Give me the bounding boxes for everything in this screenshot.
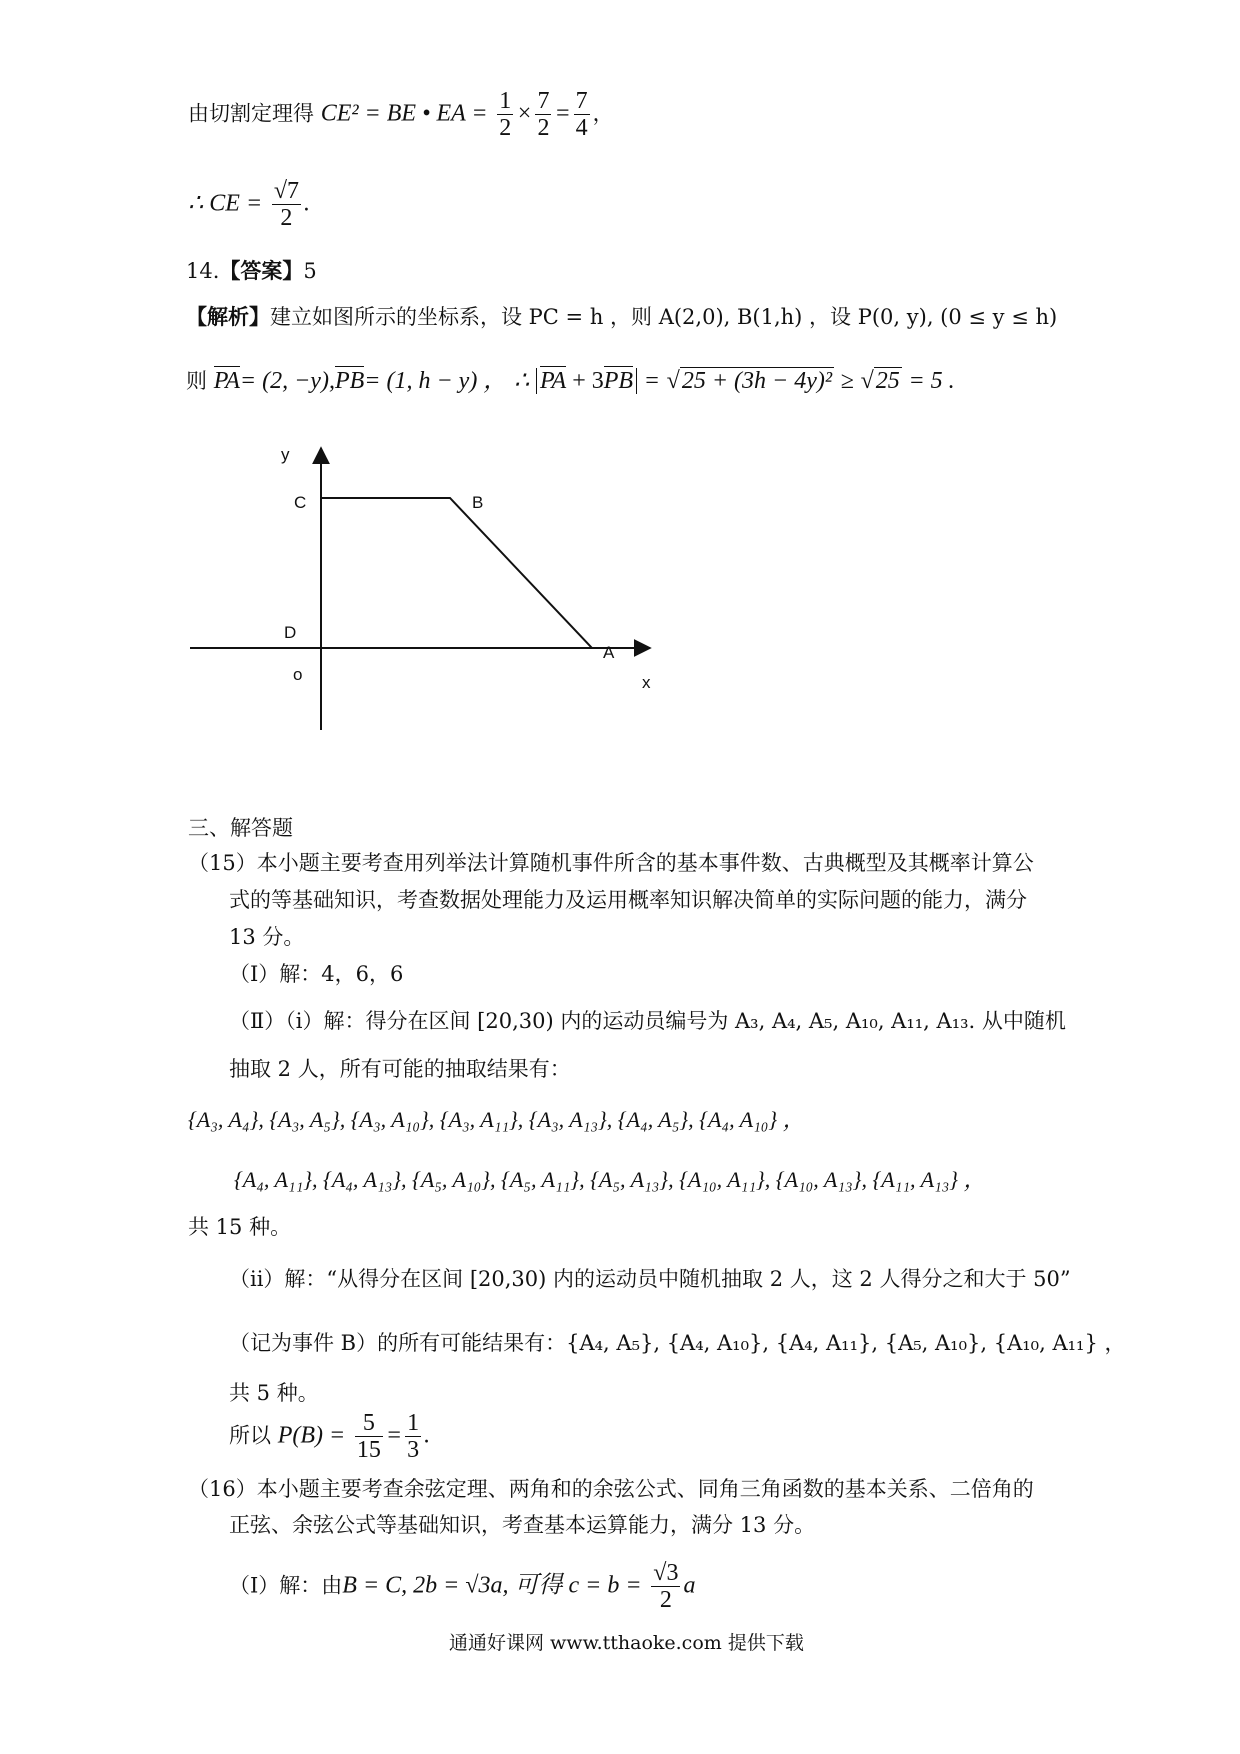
outcome-set-row-2: {A₄, A₁₁}, {A₄, A₁₃}, {A₅, A₁₀}, {A₅, A₁₁}, {A₅, A₁₃}, {A₁₀, A₁₁}, {A₁₀, A₁₃}, {A₁₁, A₁₃} ，: [234, 1167, 986, 1192]
q16-line-2: 正弦、余弦公式等基础知识，考查基本运算能力，满分 13 分。: [229, 1513, 816, 1537]
outcome-set-row-1: {A₃, A₄}, {A₃, A₅}, {A₃, A₁₀}, {A₃, A₁₁}, {A₃, A₁₃}, {A₄, A₅}, {A₄, A₁₀} ，: [188, 1107, 805, 1132]
point-b-label: B: [472, 493, 484, 512]
answer-label: 【答案】: [219, 258, 304, 283]
q15-part-ii-ii: （ii）解：“从得分在区间 [20,30) 内的运动员中随机抽取 2 人，这 2 人得分之和大于 50”: [229, 1267, 1071, 1291]
fraction-sqrt3-2: $\frac{√3}{2}$: [653, 1560, 679, 1614]
tangent-prefix: 由切割定理得: [188, 101, 314, 126]
probability-line: 所以 P(B) = $\frac{5}{15}$ = $\frac{1}{3}$ .: [229, 1410, 431, 1464]
y-axis-label: y: [281, 445, 290, 464]
x-axis-label: x: [642, 673, 651, 692]
q16-line-1: （16）本小题主要考查余弦定理、两角和的余弦公式、同角三角函数的基本关系、二倍角的: [188, 1477, 1034, 1501]
ce-result-line: ∴ CE = $\frac{√7}{2}$ .: [188, 178, 310, 232]
q15-part-i: （Ⅰ）解：4，6，6: [229, 962, 404, 986]
q15-part-ii-a: （Ⅱ）（i）解：得分在区间 [20,30) 内的运动员编号为 A₃, A₄, A₅, A₁₀, A₁₁, A₁₃. 从中随机: [229, 1009, 1066, 1033]
q15-line-1: （15）本小题主要考查用列举法计算随机事件所含的基本事件数、古典概型及其概率计算公: [188, 851, 1034, 875]
vector-magnitude: PA + 3PB: [536, 368, 637, 394]
event-b-line: （记为事件 B）的所有可能结果有：{A₄, A₅}, {A₄, A₁₀}, {A₄, A₁₁}, {A₅, A₁₀}, {A₁₀, A₁₁} ，: [229, 1331, 1126, 1355]
fraction-7-2: $\frac{7}{2}$: [537, 88, 550, 142]
sqrt-25: √25: [860, 368, 900, 394]
section-heading: 三、解答题: [188, 816, 293, 840]
vector-pa: PA: [213, 368, 240, 394]
q16-part-i: （Ⅰ）解：由B = C, 2b = √3a, 可得 c = b = $\frac{√3}{2}$ a: [229, 1560, 696, 1614]
answer-value: 5: [303, 259, 317, 283]
vec-prefix: 则: [186, 369, 207, 393]
analysis-text: 建立如图所示的坐标系，设 PC = h ，则 A(2,0), B(1,h) ，设 P(0, y), (0 ≤ y ≤ h): [270, 305, 1058, 329]
point-a-label: A: [603, 643, 615, 662]
fraction-7-4: $\frac{7}{4}$: [575, 88, 588, 142]
q15-line-3: 13 分。: [229, 925, 305, 949]
origin-label: o: [293, 665, 303, 684]
footer-credit: 通通好课网 www.tthaoke.com 提供下载: [449, 1632, 804, 1654]
sqrt-expression: √25 + (3h − 4y)²: [666, 368, 833, 394]
vector-pb: PB: [334, 368, 365, 394]
q15-line-2: 式的等基础知识，考查数据处理能力及运用概率知识解决简单的实际问题的能力，满分: [229, 888, 1027, 912]
q16-expression: B = C, 2b = √3a, 可得 c = b =: [342, 1572, 642, 1599]
fraction-1-2: $\frac{1}{2}$: [499, 88, 512, 142]
fraction-1-3: $\frac{1}{3}$: [407, 1410, 420, 1464]
point-c-label: C: [294, 493, 307, 512]
q15-part-ii-b: 抽取 2 人，所有可能的抽取结果有：: [229, 1057, 571, 1081]
fraction-sqrt7-2: $\frac{√7}{2}$: [273, 178, 299, 232]
tangent-lhs: CE² = BE • EA =: [320, 100, 488, 127]
total-15: 共 15 种。: [188, 1215, 292, 1239]
analysis-label: 【解析】: [186, 304, 270, 329]
total-5: 共 5 种。: [229, 1381, 319, 1405]
ce-lhs: ∴ CE =: [188, 190, 263, 217]
q14-vector-line: 则 PA= (2, −y),PB= (1, h − y) ， ∴ PA + 3PB = √25 + (3h − 4y)² ≥ √25 = 5 .: [186, 368, 955, 394]
tangent-line: 由切割定理得 CE² = BE • EA = $\frac{1}{2}$ × $\frac{7}{2}$ = $\frac{7}{4}$ ，: [188, 88, 614, 142]
trapezoid-outline: [321, 498, 592, 648]
therefore-sign: ∴: [514, 368, 530, 394]
fraction-5-15: $\frac{5}{15}$: [356, 1410, 381, 1464]
point-d-label: D: [284, 623, 297, 642]
pb-lhs: P(B) =: [277, 1422, 346, 1449]
q14-number: 14.: [186, 259, 220, 283]
